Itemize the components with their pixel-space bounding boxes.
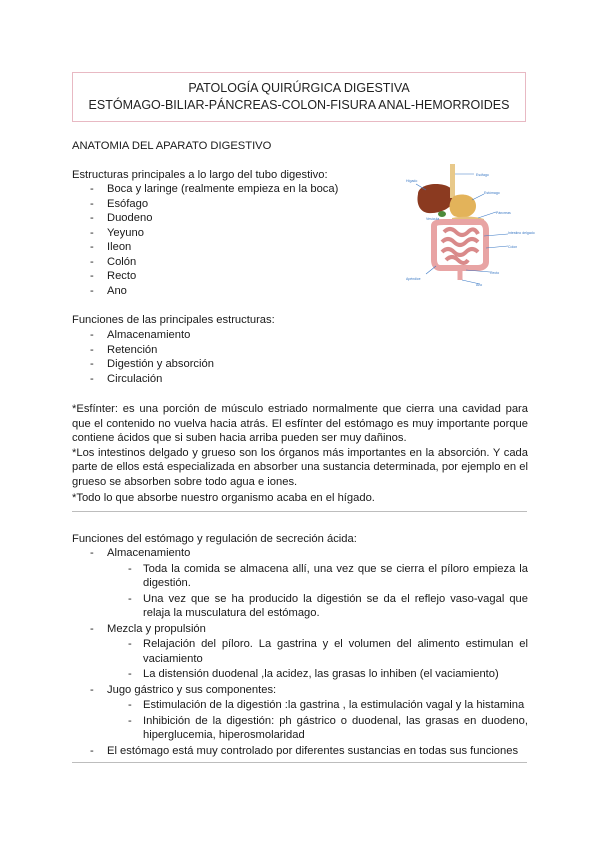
- diagram-label-liver: Hígado: [406, 179, 418, 183]
- digestive-system-diagram: [404, 162, 535, 290]
- notes-block: [72, 402, 528, 506]
- list-item: - Esófago: [90, 197, 149, 210]
- stomach-shape: [450, 194, 477, 217]
- list-item: - Almacenamiento: [90, 329, 191, 341]
- small-intestine-shape: [442, 229, 478, 263]
- note-liver: *Todo lo que absorbe nuestro organismo acaba en el hígado.: [72, 492, 375, 504]
- esophagus-shape: [450, 164, 455, 198]
- diagram-label-rectum: Recto: [490, 271, 500, 275]
- list-item: - Almacenamiento: [90, 547, 191, 559]
- list-item: - El estómago está muy controlado por diferentes sustancias en todas sus funciones: [90, 744, 519, 757]
- list-item: - Ileon: [90, 241, 132, 253]
- list-item: - Boca y laringe (realmente empieza en la boca): [90, 183, 339, 195]
- diagram-label-stomach: Estómago: [484, 191, 500, 195]
- list-item: - Ano: [90, 284, 127, 297]
- diagram-label-small-intestine: Intestino delgado: [508, 231, 535, 235]
- note-intestines: *Los intestinos delgado y grueso son los órganos más importantes en la absorción. Y cada parte de ellos está especializada en absorber una sustancia determinada, por ejemplo en el grueso se absorben sobre todo agua e iones.: [72, 446, 528, 488]
- list-item: - Duodeno: [90, 212, 153, 224]
- list-item: - Colón: [90, 255, 137, 268]
- functions-list: [72, 328, 372, 386]
- section-heading-anatomy: ANATOMIA DEL APARATO DIGESTIVO: [72, 140, 272, 152]
- list-item: - Retención: [90, 343, 158, 356]
- sub-list-item: - Relajación del píloro. La gastrina y el volumen del alimento estimulan el vaciamiento: [128, 638, 528, 665]
- functions-intro: Funciones de las principales estructuras:: [72, 314, 275, 326]
- list-item: - Digestión y absorción: [90, 358, 214, 370]
- sub-list-item: - La distensión duodenal ,la acidez, las grasas lo inhiben (el vaciamiento): [128, 668, 499, 680]
- diagram-label-colon: Colon: [508, 245, 518, 249]
- document-subtitle: ESTÓMAGO-BILIAR-PÁNCREAS-COLON-FISURA ANAL-HEMORROIDES: [88, 98, 510, 112]
- list-item: - Circulación: [90, 372, 163, 385]
- list-item: - Recto: [90, 270, 137, 282]
- sub-list-item: - Inhibición de la digestión: ph gástrico o duodenal, las grasas en duodeno, hiperglucemia, hiperosmolaridad: [128, 714, 528, 741]
- diagram-label-anus: Ano: [476, 283, 483, 287]
- structures-list: [72, 182, 382, 298]
- structures-intro: Estructuras principales a lo largo del tubo digestivo:: [72, 169, 328, 181]
- diagram-label-pancreas: Páncreas: [496, 211, 511, 215]
- note-sphincter: *Esfínter: es una porción de músculo estriado normalmente que cierra una cavidad para que el contenido no vuelva hacia atrás. El esfínter del estómago es muy importante porque contiene ácidos que si suben hacia arriba pueden ser muy dañinos.: [72, 403, 528, 444]
- list-item: - Yeyuno: [90, 226, 144, 239]
- diagram-label-esophagus: Esófago: [476, 173, 489, 177]
- sub-list-item: - Una vez que se ha producido la digestión se da el reflejo vaso-vagal que relaja la musculatura del estómago.: [128, 592, 528, 619]
- sub-list-item: - Toda la comida se almacena allí, una vez que se cierra el píloro empieza la digestión.: [128, 562, 528, 589]
- list-item: - Mezcla y propulsión: [90, 622, 206, 635]
- section-heading-stomach: Funciones del estómago y regulación de secreción ácida:: [72, 533, 357, 545]
- diagram-label-gallbladder: Vesícula: [426, 217, 440, 221]
- list-item: - Jugo gástrico y sus componentes:: [90, 683, 277, 696]
- document-title: PATOLOGÍA QUIRÚRGICA DIGESTIVA: [188, 81, 410, 95]
- stomach-functions-list: [72, 546, 528, 758]
- section-divider: [72, 762, 527, 763]
- title-box: [72, 72, 526, 122]
- diagram-label-appendix: Apéndice: [406, 277, 421, 281]
- section-divider: [72, 511, 527, 512]
- sub-list-item: - Estimulación de la digestión :la gastrina , la estimulación vagal y la histamina: [128, 699, 525, 711]
